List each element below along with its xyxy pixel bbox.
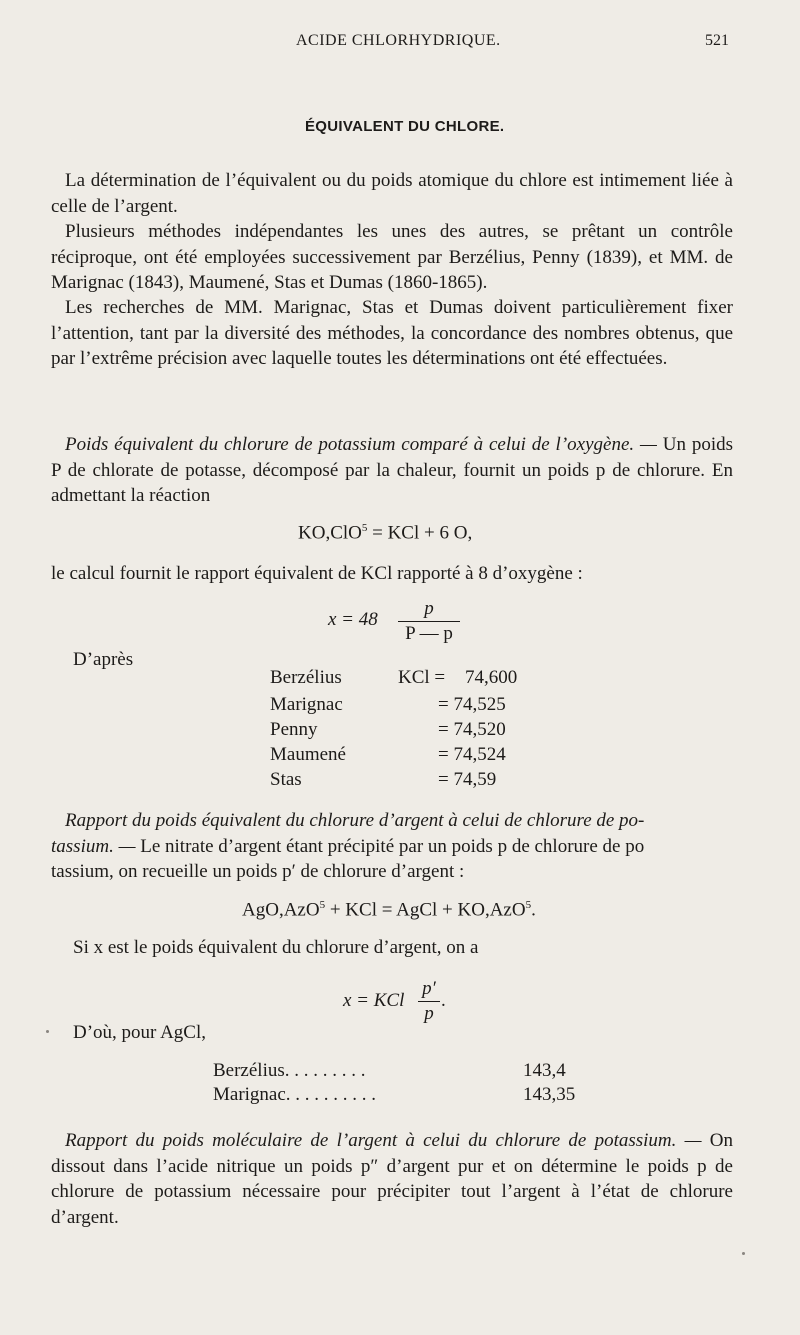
reaction2-a-sup: 5 [319, 899, 326, 911]
result-name: Maumené [270, 744, 346, 765]
reaction2-end: . [531, 899, 536, 921]
section2-dou-line: D’où, pour AgCl, [73, 1022, 206, 1043]
reaction-right: = KCl + 6 O, [367, 522, 473, 544]
fraction-numerator: p [424, 598, 434, 619]
section3-text: On dissout dans l’acide nitrique un poids p″ d’argent pur et on détermine le poids p de chlorure de potassium nécessaire pour précipiter tout l’argent à l’état de chlorure d’argent. [51, 1130, 734, 1228]
reaction2-b-sup: 5 [525, 899, 532, 911]
paper-speck [742, 1252, 745, 1255]
result-name: Penny [270, 719, 318, 740]
running-title: ACIDE CHLORHYDRIQUE. [296, 32, 501, 49]
reaction-left: KO,ClO [298, 522, 362, 544]
intro-paragraph-1 [51, 168, 733, 219]
result-value: = 74,525 [438, 694, 506, 715]
result-name: Marignac [270, 694, 343, 715]
section2-text-b: tassium, on recueille un poids p′ de chlorure d’argent : [51, 861, 465, 883]
section2-formula-lhs: x = KCl [343, 990, 405, 1011]
result-value: = 74,524 [438, 744, 506, 765]
fraction2-numerator: p′ [422, 978, 436, 999]
section1-text: Un poids P de chlorate de potasse, décomposé par la chaleur, fournit un poids p de chlorure. En admettant la réaction [51, 434, 733, 507]
paper-speck [46, 1030, 49, 1033]
result-value: 143,35 [523, 1084, 576, 1105]
result-value: = 74,520 [438, 719, 506, 740]
page-number: 521 [705, 32, 729, 49]
section1-heading: Poids équivalent du chlorure de potassium comparé à celui de l’oxygène. — [65, 434, 657, 455]
result-name: Berzélius. . . . . . . . . [213, 1060, 366, 1081]
dapres-label: D’après [73, 649, 134, 670]
reaction2-a: AgO,AzO [242, 899, 320, 921]
section1-after-text: le calcul fournit le rapport équivalent de KCl rapporté à 8 d’oxygène : [51, 563, 583, 584]
section-title: ÉQUIVALENT DU CHLORE. [305, 118, 505, 135]
section2-text-a: Le nitrate d’argent étant précipité par un poids p de chlorure de po [135, 835, 645, 857]
result-value: = 74,59 [438, 769, 497, 790]
section1-formula-lhs: x = 48 [328, 609, 378, 630]
intro-paragraph-3 [51, 295, 733, 372]
intro-text-1: La détermination de l’équivalent ou du poids atomique du chlore est intimement liée à celle de l’argent. [51, 170, 733, 217]
result-value: 143,4 [523, 1060, 566, 1081]
section1-reaction [298, 522, 472, 544]
section2-reaction [242, 899, 536, 921]
section3-heading: Rapport du poids moléculaire de l’argent à celui du chlorure de potassium. — [65, 1130, 702, 1151]
section1-after [51, 561, 733, 587]
section2-formula-end: . [441, 990, 446, 1011]
section1-paragraph [51, 432, 733, 509]
section2-paragraph [51, 808, 733, 885]
intro-text-2: Plusieurs méthodes indépendantes les unes des autres, se prêtant un contrôle réciproque, ont été employées successivement par Berzélius, Penny (1839), et MM. de Marignac (1843), Maumené, Stas et Dumas (1860-1865). [51, 221, 733, 294]
result-name: Marignac. . . . . . . . . . [213, 1084, 377, 1105]
reaction-sup: 5 [361, 522, 368, 534]
fraction2-bar [418, 1001, 440, 1002]
section2-fraction [418, 978, 440, 1025]
fraction2-denominator: p [424, 1003, 434, 1024]
section2-heading-a: Rapport du poids équivalent du chlorure d’argent à celui de chlorure de po- [65, 810, 645, 831]
intro-paragraph-2 [51, 219, 733, 296]
result-name: Stas [270, 769, 302, 790]
fraction-denominator: P — p [405, 623, 453, 644]
section2-si-line: Si x est le poids équivalent du chlorure d’argent, on a [73, 937, 479, 958]
section2-heading-b: tassium. — [51, 835, 136, 857]
result-name: Berzélius [270, 667, 342, 688]
result-prefix: KCl = [398, 667, 446, 688]
result-value: 74,600 [465, 667, 518, 688]
fraction-bar [398, 621, 460, 622]
section1-fraction [398, 598, 460, 645]
section3-paragraph [51, 1128, 733, 1230]
reaction2-b: + KCl = AgCl + KO,AzO [325, 899, 526, 921]
intro-text-3: Les recherches de MM. Marignac, Stas et Dumas doivent particulièrement fixer l’attention, tant par la diversité des méthodes, la concordance des nombres obtenus, que par l’extrême précision avec laquelle toutes les déterminations ont été effectuées. [51, 297, 733, 370]
